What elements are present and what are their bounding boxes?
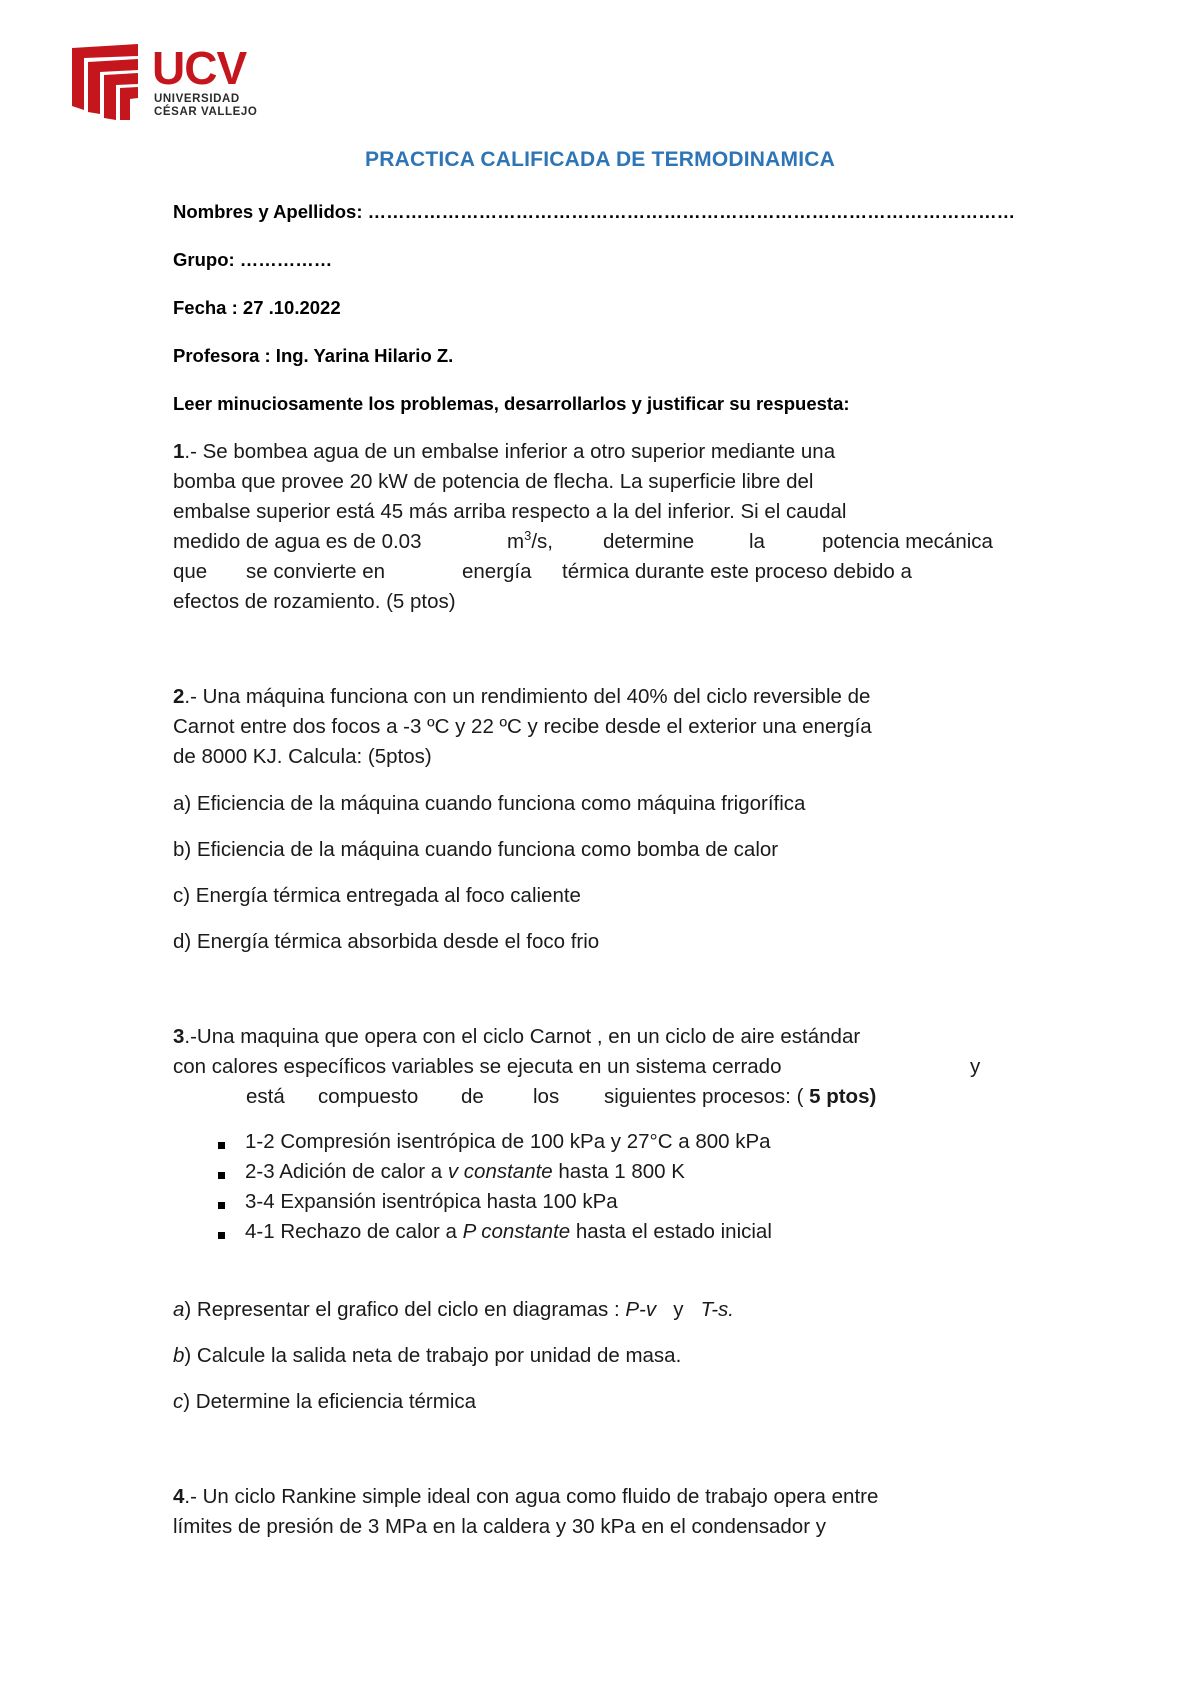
p3-text-3e: siguientes procesos: ( (604, 1085, 804, 1108)
p3-line-3d: los (533, 1085, 560, 1108)
p1-line-6: efectos de rozamiento. (5 ptos) (173, 590, 456, 613)
p3-qa-y: y (656, 1298, 701, 1321)
p3-line-2b: y (970, 1055, 981, 1078)
p2-text-1: .- Una máquina funciona con un rendimiento del 40% del ciclo reversible de (184, 685, 871, 708)
p3-line-3c: de (461, 1085, 484, 1108)
p3-bullet-4 (245, 1220, 772, 1244)
p3-qb-letter: b (173, 1344, 185, 1367)
p3-bullet-2 (245, 1160, 685, 1184)
bullet-icon (218, 1202, 225, 1209)
p1-line-3: embalse superior está 45 más arriba respecto a la del inferior. Si el caudal (173, 500, 847, 523)
p3-qb-text: ) Calcule la salida neta de trabajo por unidad de masa. (184, 1344, 682, 1367)
p1-unit-m: m (507, 530, 525, 553)
p4-text-1: .- Un ciclo Rankine simple ideal con agua como fluido de trabajo opera entre (184, 1485, 879, 1508)
p3-line-3b: compuesto (318, 1085, 419, 1108)
p3-qa-letter: a (173, 1298, 185, 1321)
p3-bullet-4i: P constante (462, 1220, 571, 1243)
field-profesora: Profesora : Ing. Yarina Hilario Z. (173, 345, 454, 366)
field-nombres: Nombres y Apellidos: …………………………………………………………………………………………… (173, 201, 1016, 222)
p4-number: 4 (173, 1485, 185, 1508)
p3-points: 5 ptos) (803, 1085, 877, 1108)
field-fecha: Fecha : 27 .10.2022 (173, 297, 341, 318)
p1-line-4e: la (749, 530, 765, 553)
bullet-icon (218, 1172, 225, 1179)
p3-bullet-2i: v constante (447, 1160, 553, 1183)
field-grupo: Grupo: …………… (173, 249, 333, 270)
p3-text-1: .-Una maquina que opera con el ciclo Carnot , en un ciclo de aire estándar (184, 1025, 861, 1048)
p2-line-2: Carnot entre dos focos a -3 ºC y 22 ºC y recibe desde el exterior una energía (173, 715, 872, 738)
logo-line-2: CÉSAR VALLEJO (154, 106, 258, 118)
p1-text-1: .- Se bombea agua de un embalse inferior a otro superior mediante una (184, 440, 836, 463)
p3-line-3a: está (246, 1085, 285, 1108)
p3-question-c (173, 1390, 476, 1414)
p2-item-a: a) Eficiencia de la máquina cuando funciona como máquina frigorífica (173, 792, 806, 815)
p4-line-2: límites de presión de 3 MPa en la caldera y 30 kPa en el condensador y (173, 1515, 826, 1538)
p3-bullet-4b: hasta el estado inicial (570, 1220, 772, 1243)
p3-number: 3 (173, 1025, 185, 1048)
p1-line-4f: potencia mecánica (822, 530, 993, 553)
p3-line-2a: con calores específicos variables se ejecuta en un sistema cerrado (173, 1055, 782, 1078)
p3-bullet-1: 1-2 Compresión isentrópica de 100 kPa y 27°C a 800 kPa (245, 1130, 771, 1153)
p3-qc-text: ) Determine la eficiencia térmica (183, 1390, 477, 1413)
bullet-icon (218, 1232, 225, 1239)
p1-line-5c: energía (462, 560, 532, 583)
logo-brand-text: UCV (152, 42, 247, 94)
p1-line-4b (507, 530, 553, 554)
bullet-icon (218, 1142, 225, 1149)
p3-qa-ts: T-s. (700, 1298, 734, 1321)
p1-unit-s: /s, (531, 530, 553, 553)
ucv-logo (70, 44, 270, 124)
p1-line-1 (173, 440, 835, 464)
p3-question-a (173, 1298, 734, 1322)
ucv-emblem-icon (70, 44, 140, 120)
p2-item-b: b) Eficiencia de la máquina cuando funciona como bomba de calor (173, 838, 779, 861)
p3-qa-pv: P-v (625, 1298, 657, 1321)
p1-line-5d: térmica durante este proceso debido a (562, 560, 912, 583)
p2-line-1 (173, 685, 870, 709)
p1-line-5a: que (173, 560, 208, 583)
logo-line-1: UNIVERSIDAD (154, 93, 240, 105)
p1-unit-exp: 3 (524, 528, 532, 544)
page-title: PRACTICA CALIFICADA DE TERMODINAMICA (365, 148, 835, 171)
p2-line-3: de 8000 KJ. Calcula: (5ptos) (173, 745, 432, 768)
p3-bullet-3: 3-4 Expansión isentrópica hasta 100 kPa (245, 1190, 618, 1213)
p1-line-4a: medido de agua es de 0.03 (173, 530, 422, 553)
instructions: Leer minuciosamente los problemas, desarrollarlos y justificar su respuesta: (173, 393, 850, 414)
p4-line-1 (173, 1485, 878, 1509)
p2-item-d: d) Energía térmica absorbida desde el foco frio (173, 930, 600, 953)
p1-number: 1 (173, 440, 185, 463)
p3-bullet-2a: 2-3 Adición de calor a (245, 1160, 448, 1183)
p2-number: 2 (173, 685, 185, 708)
p3-bullet-4a: 4-1 Rechazo de calor a (245, 1220, 463, 1243)
p1-line-4d: determine (603, 530, 695, 553)
p2-item-c: c) Energía térmica entregada al foco caliente (173, 884, 581, 907)
p1-line-2: bomba que provee 20 kW de potencia de flecha. La superficie libre del (173, 470, 814, 493)
p3-line-3e (604, 1085, 876, 1109)
p3-line-1 (173, 1025, 860, 1049)
p3-question-b (173, 1344, 681, 1368)
p3-bullet-2b: hasta 1 800 K (552, 1160, 685, 1183)
p3-qa-text: ) Representar el grafico del ciclo en diagramas : (184, 1298, 626, 1321)
p3-qc-letter: c (173, 1390, 184, 1413)
p1-line-5b: se convierte en (246, 560, 386, 583)
